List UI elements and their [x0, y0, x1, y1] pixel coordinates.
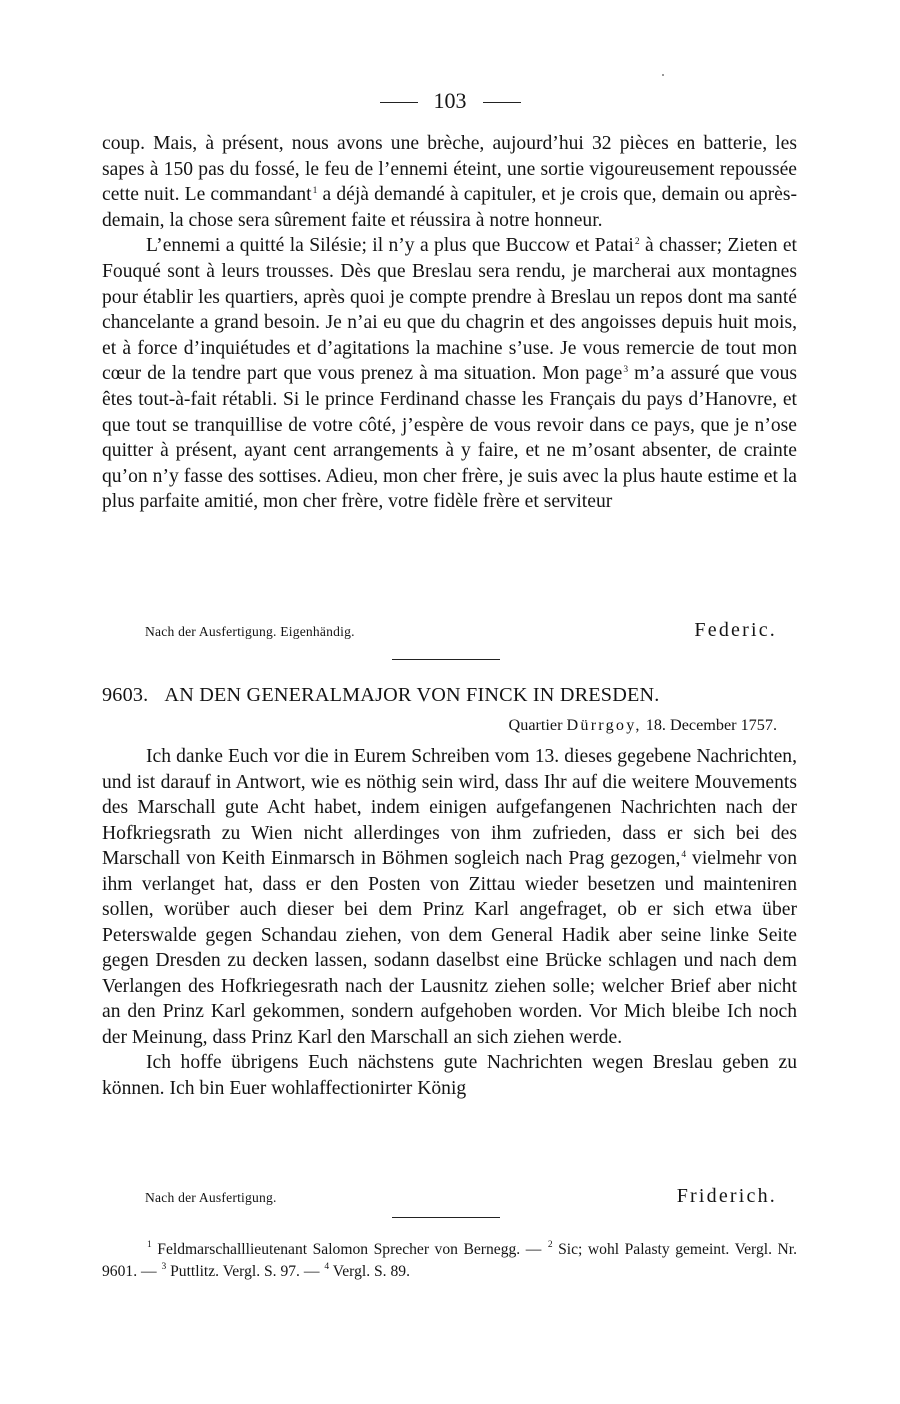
footnote-marker: 2	[634, 237, 640, 248]
text-run: Ich danke Euch vor die in Eurem Schreiben vom 13. dieses gegebene Nachrichten, und ist darauf in Antwort, wie es nöthig sein wird, dass Ihr auf die weitere Mouvements des Marschall gute Acht habet, indem einigen aufgefangenen Nachrichten nach der Hofkriegsrath zu Wien nicht allerdinges von ihm zufrieden, dass er sich bei des Marschall von Keith Einmarsch in Böhmen sogleich nach Prag gezogen,	[102, 746, 797, 869]
footnotes	[102, 1239, 797, 1283]
letter-2-number: 9603.	[102, 684, 149, 706]
footnote-number: 3	[161, 1262, 167, 1272]
header-rule-right	[483, 102, 521, 103]
footnote-entry: Feldmarschalllieutenant Salomon Sprecher von Bernegg. —	[151, 1241, 547, 1258]
letter-2-heading	[102, 684, 797, 707]
text-run: L’ennemi a quitté la Silésie; il n’y a plus que Buccow et Patai	[146, 235, 634, 257]
print-speck	[662, 74, 664, 76]
footnote-entry: Puttlitz. Vergl. S. 97. —	[166, 1263, 324, 1280]
footnote-marker: 4	[681, 850, 687, 860]
footnote-divider	[392, 1217, 500, 1218]
page-header	[0, 86, 900, 116]
letter-1-signature-row	[145, 614, 777, 642]
footnote-text	[102, 1239, 797, 1283]
letter-1-source-note: Nach der Ausfertigung. Eigenhändig.	[145, 624, 355, 639]
text-run: Ich hoffe übrigens Euch nächstens gute Nachrichten wegen Breslau geben zu können. Ich bin Euer wohlaffectionirter König	[102, 1052, 797, 1099]
letter-2-dateline	[420, 716, 777, 735]
letter-2-paragraph	[102, 1050, 797, 1101]
letter-2-title: AN DEN GENERALMAJOR VON FINCK IN DRESDEN.	[164, 684, 660, 706]
section-divider	[392, 659, 500, 660]
place-name: Dürrgoy,	[566, 716, 642, 734]
footnote-marker: 3	[623, 365, 629, 376]
text-run: à chasser; Zieten et Fouqué sont à leurs trousses. Dès que Breslau sera rendu, je marcherai aux montagnes pour établir les quartiers, après quoi je compte prendre à Breslau un repos dont ma santé chancelante a grand besoin. Je n’ai eu que du chagrin et des angoisses depuis huit mois, et à force d’inquiétudes et d’agitations la machine s’use. Je vous remercie de tout mon cœur de la tendre part que vous prenez à ma situation. Mon page	[102, 235, 797, 385]
text-run: m’a assuré que vous êtes tout-à-fait rétabli. Si le prince Ferdinand chasse les Français du pays d’Hanovre, et que tout se tranquillise de votre côté, j’espère de vous revoir dans ce pays, que je n’ose quitter à présent, ayant cent arrangements à y faire, et ne m’osant absenter, de crainte qu’on n’y fasse des sottises. Adieu, mon cher frère, je suis avec la plus haute estime et la plus parfaite amitié, mon cher frère, votre fidèle frère et serviteur	[102, 363, 797, 513]
letter-1-signature: Federic.	[694, 619, 777, 641]
date-prefix: Quartier	[508, 716, 563, 734]
letter-2-paragraph	[102, 744, 797, 1050]
footnote-number: 4	[324, 1262, 330, 1272]
letter-1-paragraph	[102, 233, 797, 515]
footnote-entry: Vergl. S. 89.	[329, 1263, 410, 1280]
page-number: 103	[433, 88, 467, 113]
text-run: a déjà demandé à capituler, et je crois que, demain ou après-demain, la chose sera sûrement faite et réussira à notre honneur.	[102, 184, 798, 231]
text-run: vielmehr von ihm verlanget hat, dass er den Posten von Zittau wieder besetzen und mainteniren sollen, worüber auch dieser bei dem Prinz Karl angefraget, ob er sich etwa über Peterswalde gegen Schandau ziehen, von dem General Hadik aber seine linke Seite gegen Dresden zu decken lassen, sodann daselbst eine Brücke schlagen und nach dem Verlangen des Hofkriegesrath nach der Lausnitz ziehen solle; welcher Brief aber nicht an den Prinz Karl gekommen, sondern aufgehoben worden. Vor Mich bleibe Ich noch der Meinung, dass Prinz Karl den Marschall an sich ziehen werde.	[102, 848, 797, 1048]
footnote-entry: Sic; wohl Palasty gemeint. Vergl. Nr. 9601. —	[102, 1241, 797, 1280]
footnote-marker: 1	[312, 186, 318, 197]
letter-1-body	[102, 131, 797, 515]
letter-1-paragraph	[102, 131, 797, 233]
header-rule-left	[380, 102, 418, 103]
letter-date: 18. December 1757.	[645, 716, 777, 734]
letter-2-source-note: Nach der Ausfertigung.	[145, 1190, 277, 1205]
footnote-number: 1	[147, 1240, 152, 1250]
text-run: coup. Mais, à présent, nous avons une brèche, aujourd’hui 32 pièces en batterie, les sapes à 150 pas du fossé, le feu de l’ennemi éteint, une sortie vigoureusement repoussée cette nuit. Le commandant	[102, 133, 797, 206]
letter-2-signature: Friderich.	[676, 1185, 777, 1207]
letter-2-body	[102, 744, 797, 1101]
letter-2-signature-row	[145, 1180, 777, 1208]
footnote-number: 2	[547, 1240, 553, 1250]
